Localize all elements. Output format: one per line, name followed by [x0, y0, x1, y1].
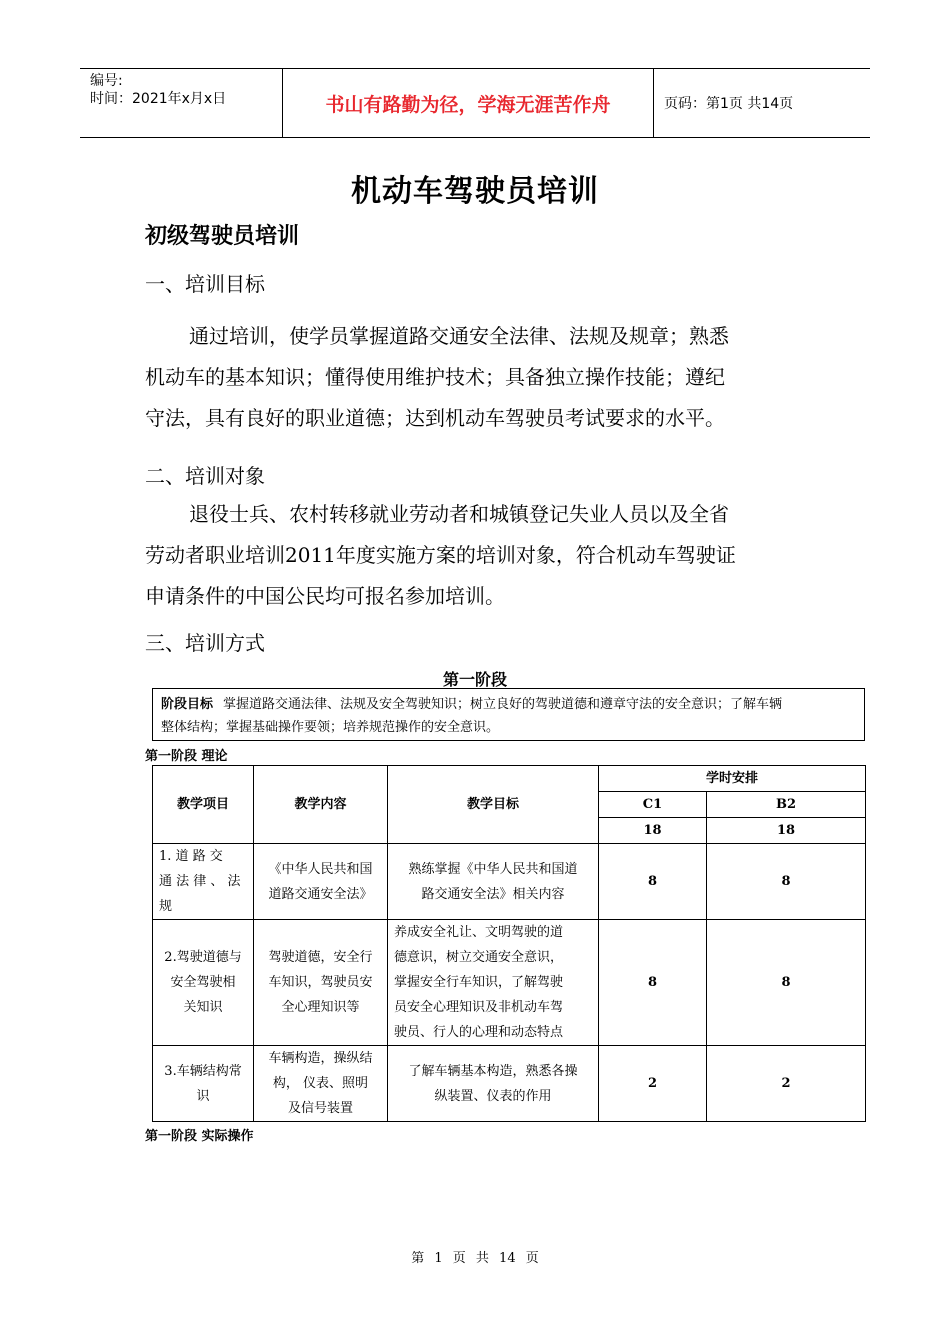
header-b2-total: 18 [707, 818, 866, 844]
cell-line: 1. 道 路 交 [159, 849, 223, 864]
row-project [153, 1046, 254, 1122]
number-label: 编号: [90, 73, 123, 89]
cell-line: 熟练掌握《中华人民共和国道 [408, 861, 578, 877]
header-content: 教学内容 [254, 766, 388, 844]
header-c1: C1 [599, 792, 707, 818]
cell-line: 养成安全礼让、文明驾驶的道 [394, 925, 564, 940]
practice-label: 第一阶段 实际操作 [145, 1129, 254, 1144]
header-b2: B2 [707, 792, 866, 818]
cell-line: 车辆构造，操纵结 [268, 1051, 373, 1066]
document-subtitle: 初级驾驶员培训 [145, 224, 300, 249]
stage-goal-text: 整体结构；掌握基础操作要领；培养规范操作的安全意识。 [161, 720, 500, 735]
paragraph-line: 劳动者职业培训2011年度实施方案的培训对象，符合机动车驾驶证 [145, 543, 736, 567]
header-goal: 教学目标 [388, 766, 599, 844]
header-c1-total: 18 [599, 818, 707, 844]
stage-goal-label: 阶段目标 [161, 697, 214, 712]
row-goal [388, 920, 599, 1046]
cell-line: 道路交通安全法》 [268, 886, 373, 902]
table-row [153, 844, 866, 920]
paragraph-line: 通过培训，使学员掌握道路交通安全法律、法规及规章；熟悉 [189, 324, 729, 348]
section-1-heading: 一、培训目标 [145, 272, 265, 296]
row-goal [388, 1046, 599, 1122]
cell-line: 构， 仪表、照明 [272, 1076, 369, 1091]
row-b2-hours: 2 [707, 1046, 866, 1122]
row-b2-hours: 8 [707, 920, 866, 1046]
cell-line: 路交通安全法》相关内容 [421, 886, 565, 902]
header-motto: 书山有路勤为径，学海无涯苦作舟 [282, 69, 654, 137]
row-b2-hours: 8 [707, 844, 866, 920]
section-2-paragraph [145, 494, 805, 617]
row-goal [388, 844, 599, 920]
cell-line: 员安全心理知识及非机动车驾 [394, 1000, 564, 1015]
paragraph-line: 机动车的基本知识；懂得使用维护技术；具备独立操作技能；遵纪 [145, 365, 725, 389]
time-label: 时间：2021年x月x日 [90, 91, 227, 107]
header-project: 教学项目 [153, 766, 254, 844]
table-row [153, 920, 866, 1046]
page-footer: 第 1 页 共 14 页 [411, 1251, 539, 1266]
header-page-info: 页码：第1页 共14页 [664, 96, 794, 112]
table-row [153, 1046, 866, 1122]
cell-line: 纵装置、仪表的作用 [434, 1088, 552, 1104]
theory-table [152, 765, 866, 1122]
row-content [254, 920, 388, 1046]
row-content [254, 844, 388, 920]
cell-line: 及信号装置 [287, 1101, 353, 1116]
row-project [153, 920, 254, 1046]
paragraph-line: 退役士兵、农村转移就业劳动者和城镇登记失业人员以及全省 [189, 502, 729, 526]
table-header-row [153, 766, 866, 792]
cell-line: 驶员、行人的心理和动态特点 [394, 1025, 564, 1040]
section-3-heading: 三、培训方式 [145, 631, 265, 655]
cell-line: 识 [196, 1088, 210, 1104]
paragraph-line: 申请条件的中国公民均可报名参加培训。 [145, 584, 505, 608]
cell-line: 3.车辆结构常 [164, 1063, 242, 1079]
stage-goal-box [152, 688, 865, 741]
cell-line: 规 [159, 899, 173, 914]
cell-line: 《中华人民共和国 [268, 861, 373, 877]
document-header [80, 68, 870, 138]
cell-line: 关知识 [183, 1000, 223, 1015]
header-meta [80, 69, 282, 137]
row-c1-hours: 2 [599, 1046, 707, 1122]
row-content [254, 1046, 388, 1122]
cell-line: 车知识，驾驶员安 [268, 975, 373, 990]
stage-goal-text: 掌握道路交通法律、法规及安全驾驶知识；树立良好的驾驶道德和遵章守法的安全意识；了解车辆 [223, 697, 783, 712]
header-hours: 学时安排 [599, 766, 866, 792]
document-title: 机动车驾驶员培训 [351, 174, 599, 209]
paragraph-line: 守法，具有良好的职业道德；达到机动车驾驶员考试要求的水平。 [145, 406, 725, 430]
theory-label: 第一阶段 理论 [145, 749, 228, 764]
cell-line: 2.驾驶道德与 [164, 950, 242, 965]
row-project [153, 844, 254, 920]
cell-line: 驾驶道德，安全行 [268, 950, 373, 965]
row-c1-hours: 8 [599, 920, 707, 1046]
cell-line: 安全驾驶相 [170, 975, 236, 990]
section-2-heading: 二、培训对象 [145, 464, 265, 488]
section-1-paragraph [145, 316, 805, 439]
cell-line: 德意识，树立交通安全意识， [394, 950, 564, 965]
cell-line: 掌握安全行车知识，了解驾驶 [394, 975, 564, 990]
row-c1-hours: 8 [599, 844, 707, 920]
cell-line: 全心理知识等 [281, 1000, 360, 1015]
cell-line: 了解车辆基本构造，熟悉各操 [408, 1063, 578, 1079]
cell-line: 通 法 律 、 法 [159, 874, 241, 889]
stage-title: 第一阶段 [442, 670, 507, 689]
